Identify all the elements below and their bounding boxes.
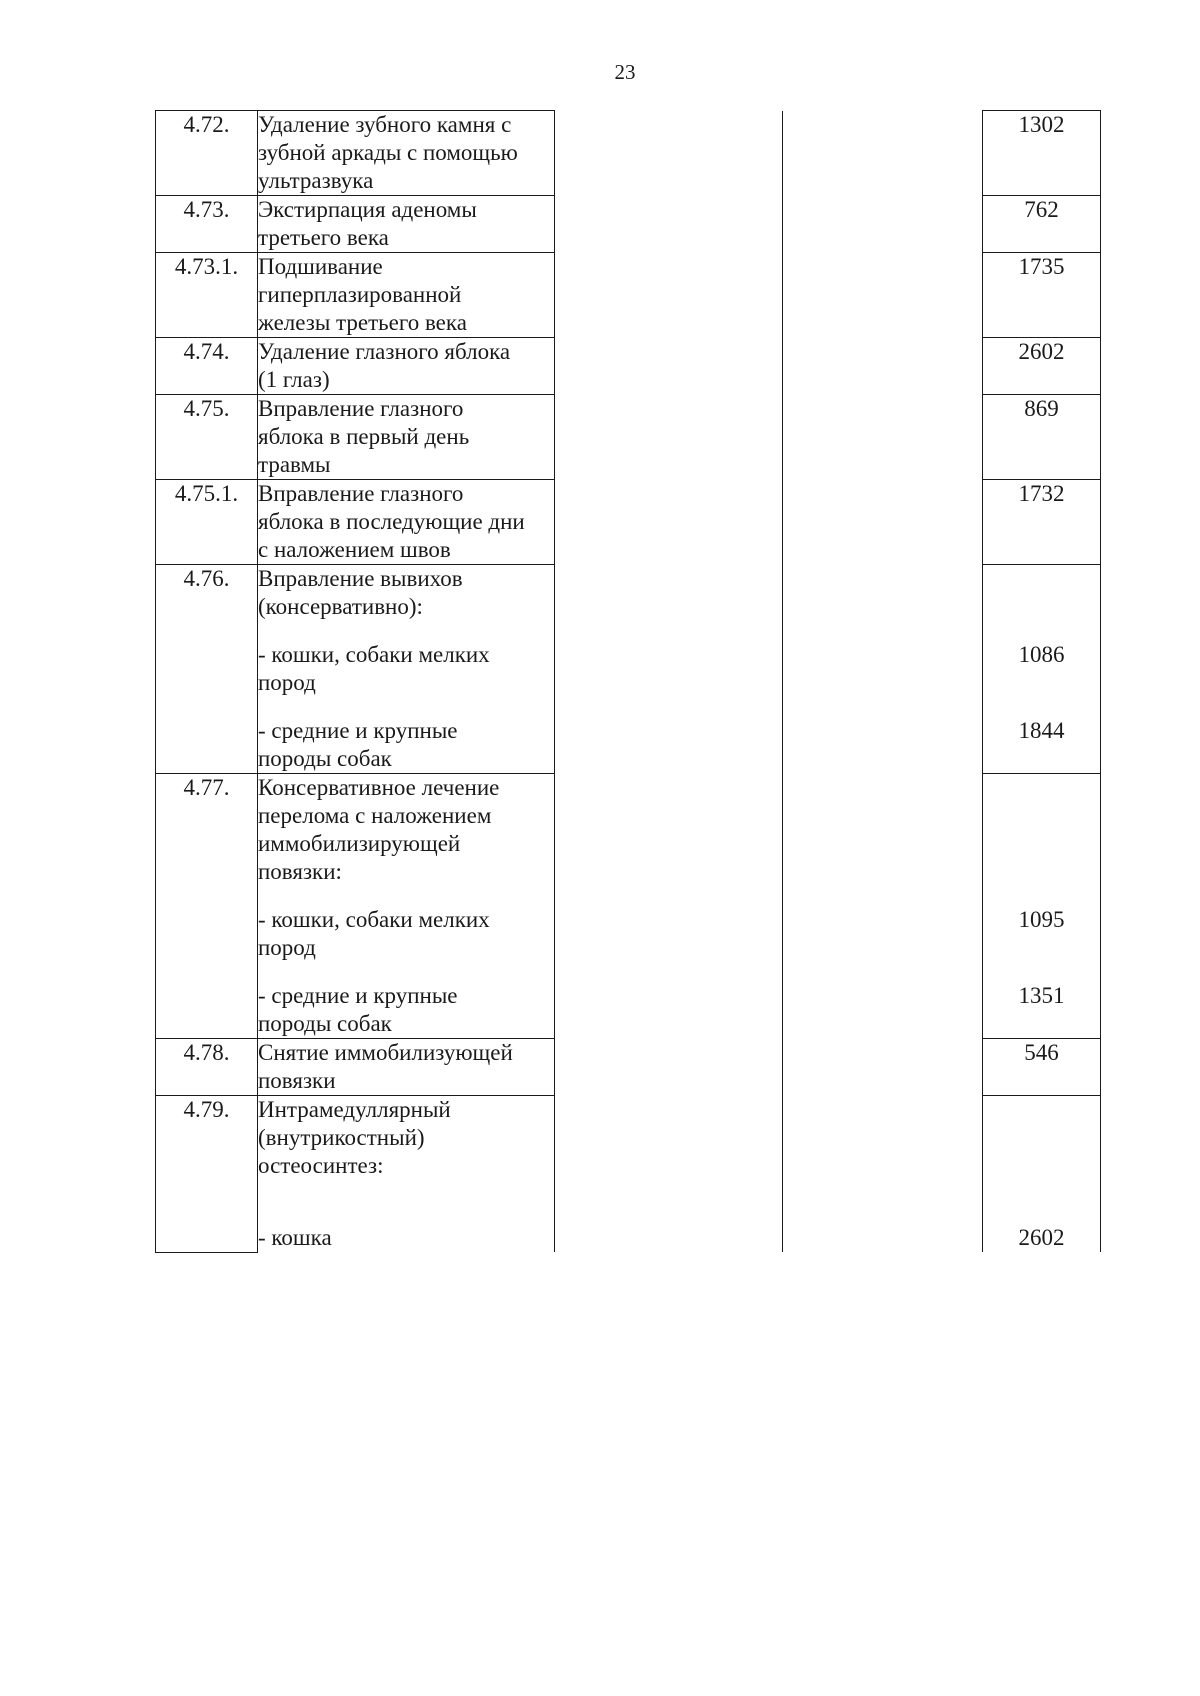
service-name: Снятие иммобилизующей повязки: [258, 1039, 555, 1096]
empty-cell: [783, 395, 983, 480]
empty-cell: [555, 565, 783, 774]
item-number: 4.77.: [156, 774, 258, 1039]
empty-cell: [783, 1096, 983, 1253]
table-row: [156, 565, 1101, 774]
service-name: Подшивание гиперплазированной железы третьего века: [258, 253, 555, 338]
empty-cell: [555, 196, 783, 253]
service-name: Консервативное лечение перелома с наложением иммобилизирующей повязки: - кошки, собаки мелких пород - средние и крупные породы собак: [258, 774, 555, 1039]
price-cell: 1732: [983, 480, 1101, 565]
empty-cell: [555, 774, 783, 1039]
empty-cell: [555, 1039, 783, 1096]
empty-cell: [555, 253, 783, 338]
price-cell: 1302: [983, 111, 1101, 196]
service-name: Удаление глазного яблока (1 глаз): [258, 338, 555, 395]
price-cell: 1095 1351: [983, 774, 1101, 1039]
table-row: [156, 1039, 1101, 1096]
item-number: 4.73.: [156, 196, 258, 253]
price-cell: 2602: [983, 338, 1101, 395]
price-cell: 546: [983, 1039, 1101, 1096]
empty-cell: [555, 338, 783, 395]
service-name: Экстирпация аденомы третьего века: [258, 196, 555, 253]
empty-cell: [783, 480, 983, 565]
table-row: [156, 111, 1101, 196]
empty-cell: [783, 196, 983, 253]
empty-cell: [783, 1039, 983, 1096]
empty-cell: [783, 565, 983, 774]
empty-cell: [555, 1096, 783, 1253]
item-number: 4.73.1.: [156, 253, 258, 338]
empty-cell: [555, 395, 783, 480]
service-name: Вправление глазного яблока в последующие дни с наложением швов: [258, 480, 555, 565]
price-cell: 1086 1844: [983, 565, 1101, 774]
item-number: 4.74.: [156, 338, 258, 395]
empty-cell: [783, 111, 983, 196]
table-row: [156, 253, 1101, 338]
empty-cell: [783, 774, 983, 1039]
service-name: Вправление вывихов (консервативно): - кошки, собаки мелких пород - средние и крупные породы собак: [258, 565, 555, 774]
item-number: 4.72.: [156, 111, 258, 196]
table-row: [156, 774, 1101, 1039]
item-number: 4.75.1.: [156, 480, 258, 565]
empty-cell: [555, 111, 783, 196]
table-row: [156, 1096, 1101, 1253]
item-number: 4.79.: [156, 1096, 258, 1253]
price-cell: 2602: [983, 1096, 1101, 1253]
table-row: [156, 480, 1101, 565]
item-number: 4.76.: [156, 565, 258, 774]
item-number: 4.75.: [156, 395, 258, 480]
empty-cell: [783, 253, 983, 338]
page-number: 23: [614, 60, 636, 84]
price-cell: 1735: [983, 253, 1101, 338]
empty-cell: [555, 480, 783, 565]
price-cell: 869: [983, 395, 1101, 480]
service-name: Интрамедуллярный (внутрикостный) остеосинтез: - кошка: [258, 1096, 555, 1253]
empty-cell: [783, 338, 983, 395]
item-number: 4.78.: [156, 1039, 258, 1096]
price-cell: 762: [983, 196, 1101, 253]
table-row: [156, 338, 1101, 395]
service-name: Вправление глазного яблока в первый день травмы: [258, 395, 555, 480]
table-row: [156, 196, 1101, 253]
service-name: Удаление зубного камня с зубной аркады с помощью ультразвука: [258, 111, 555, 196]
table-row: [156, 395, 1101, 480]
price-table: [155, 110, 1101, 1253]
